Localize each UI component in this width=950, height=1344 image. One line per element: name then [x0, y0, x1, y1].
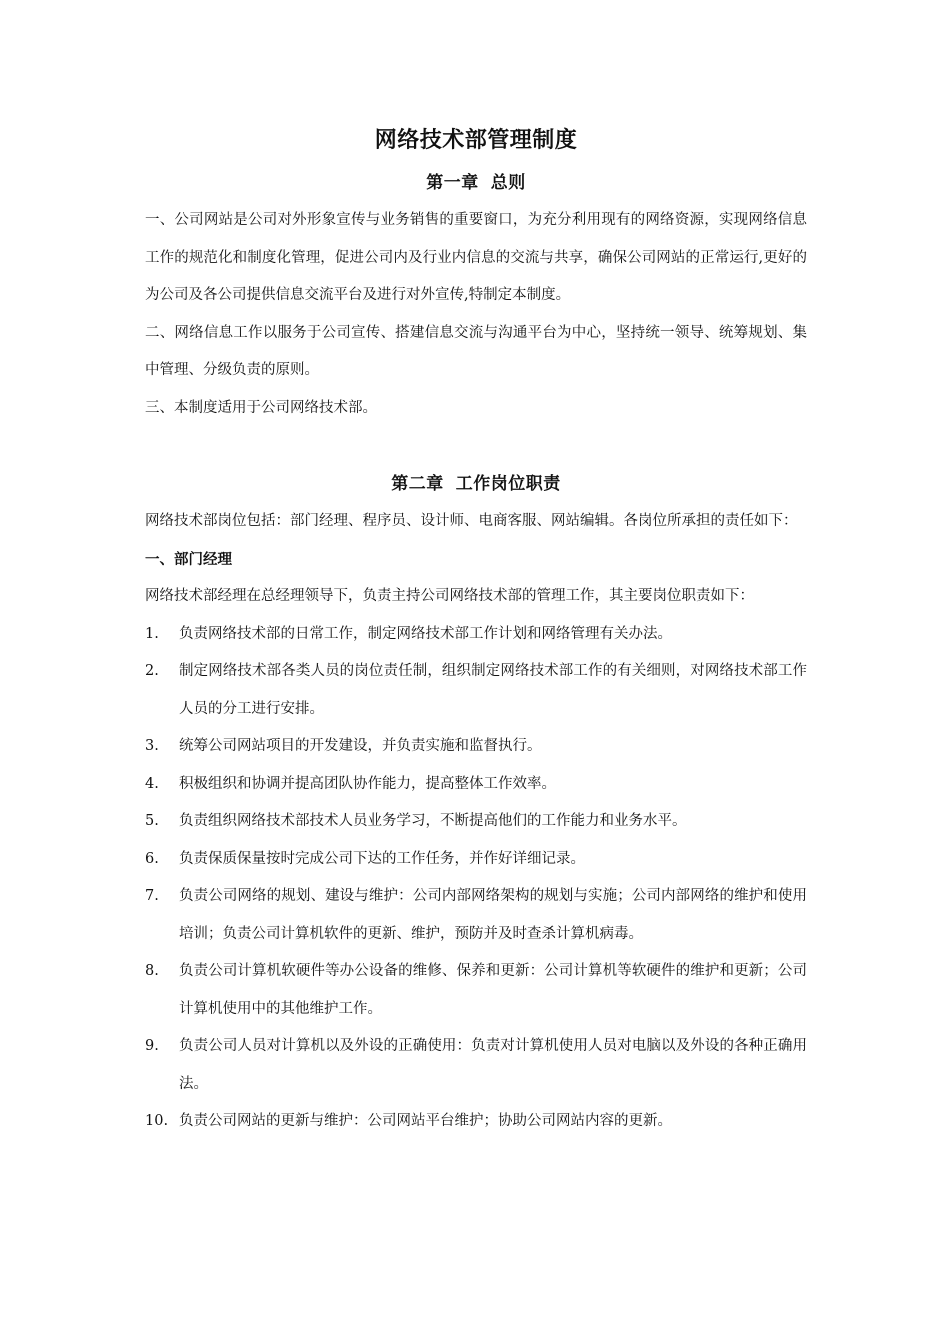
- duties-list: [145, 616, 807, 1141]
- section-spacer: [145, 427, 807, 469]
- list-item-text: 负责公司网站的更新与维护：公司网站平台维护；协助公司网站内容的更新。: [179, 1113, 672, 1129]
- list-item-number: 9.: [145, 1038, 159, 1054]
- chapter-1-name: 总则: [490, 173, 526, 193]
- list-item-text: 负责组织网络技术部技术人员业务学习，不断提高他们的工作能力和业务水平。: [179, 813, 687, 829]
- chapter-1-number: 第一章: [426, 173, 479, 193]
- list-item: [145, 616, 807, 654]
- chapter-1-paragraph-3: 三、本制度适用于公司网络技术部。: [145, 399, 377, 416]
- list-item: [145, 953, 807, 1028]
- chapter-2-title: [145, 469, 807, 499]
- list-item-text: 负责保质保量按时完成公司下达的工作任务，并作好详细记录。: [179, 850, 585, 867]
- document-title: 网络技术部管理制度: [374, 127, 578, 153]
- list-item: [145, 1103, 807, 1141]
- list-item-text: 统筹公司网站项目的开发建设，并负责实施和监督执行。: [179, 738, 542, 754]
- chapter-1-paragraph-2: 二、网络信息工作以服务于公司宣传、搭建信息交流与沟通平台为中心，坚持统一领导、统筹规划、集中管理、分级负责的原则。: [145, 324, 807, 378]
- list-item: [145, 878, 807, 953]
- list-item-number: 5.: [145, 813, 159, 829]
- section-1-intro: 网络技术部经理在总经理领导下，负责主持公司网络技术部的管理工作，其主要岗位职责如下：: [145, 588, 754, 604]
- list-item-number: 1.: [145, 625, 159, 642]
- list-item: [145, 766, 807, 804]
- list-item-number: 2.: [145, 663, 159, 679]
- list-item-text: 制定网络技术部各类人员的岗位责任制，组织制定网络技术部工作的有关细则，对网络技术部工作人员的分工进行安排。: [179, 663, 807, 717]
- list-item-number: 4.: [145, 775, 159, 792]
- chapter-2-number: 第二章: [391, 474, 444, 494]
- list-item: [145, 653, 807, 728]
- list-item: [145, 841, 807, 879]
- list-item-number: 6.: [145, 850, 159, 867]
- document-body: [145, 120, 807, 1141]
- list-item-text: 负责公司人员对计算机以及外设的正确使用：负责对计算机使用人员对电脑以及外设的各种正确用法。: [179, 1038, 807, 1092]
- list-item-text: 负责公司计算机软硬件等办公设备的维修、保养和更新：公司计算机等软硬件的维护和更新；公司计算机使用中的其他维护工作。: [179, 963, 807, 1017]
- list-item-number: 8.: [145, 963, 159, 979]
- list-item-number: 3.: [145, 738, 159, 754]
- list-item: [145, 1028, 807, 1103]
- list-item-number: 7.: [145, 888, 159, 904]
- list-item-number: 10.: [145, 1113, 169, 1129]
- list-item-text: 负责网络技术部的日常工作，制定网络技术部工作计划和网络管理有关办法。: [179, 625, 672, 642]
- list-item-text: 积极组织和协调并提高团队协作能力，提高整体工作效率。: [179, 775, 556, 792]
- list-item-text: 负责公司网络的规划、建设与维护：公司内部网络架构的规划与实施；公司内部网络的维护和使用培训；负责公司计算机软件的更新、维护，预防并及时查杀计算机病毒。: [179, 888, 807, 942]
- chapter-1-paragraph-1: 一、公司网站是公司对外形象宣传与业务销售的重要窗口，为充分利用现有的网络资源，实现网络信息工作的规范化和制度化管理，促进公司内及行业内信息的交流与共享，确保公司网站的正常运行,更好的为公司及各公司提供信息交流平台及进行对外宣传,特制定本制度。: [145, 212, 807, 303]
- list-item: [145, 728, 807, 766]
- chapter-2-name: 工作岗位职责: [455, 474, 561, 494]
- chapter-2-intro: 网络技术部岗位包括：部门经理、程序员、设计师、电商客服、网站编辑。各岗位所承担的责任如下：: [145, 513, 798, 529]
- list-item: [145, 803, 807, 841]
- chapter-1-title: [145, 168, 807, 198]
- section-1-heading: 一、部门经理: [145, 550, 232, 568]
